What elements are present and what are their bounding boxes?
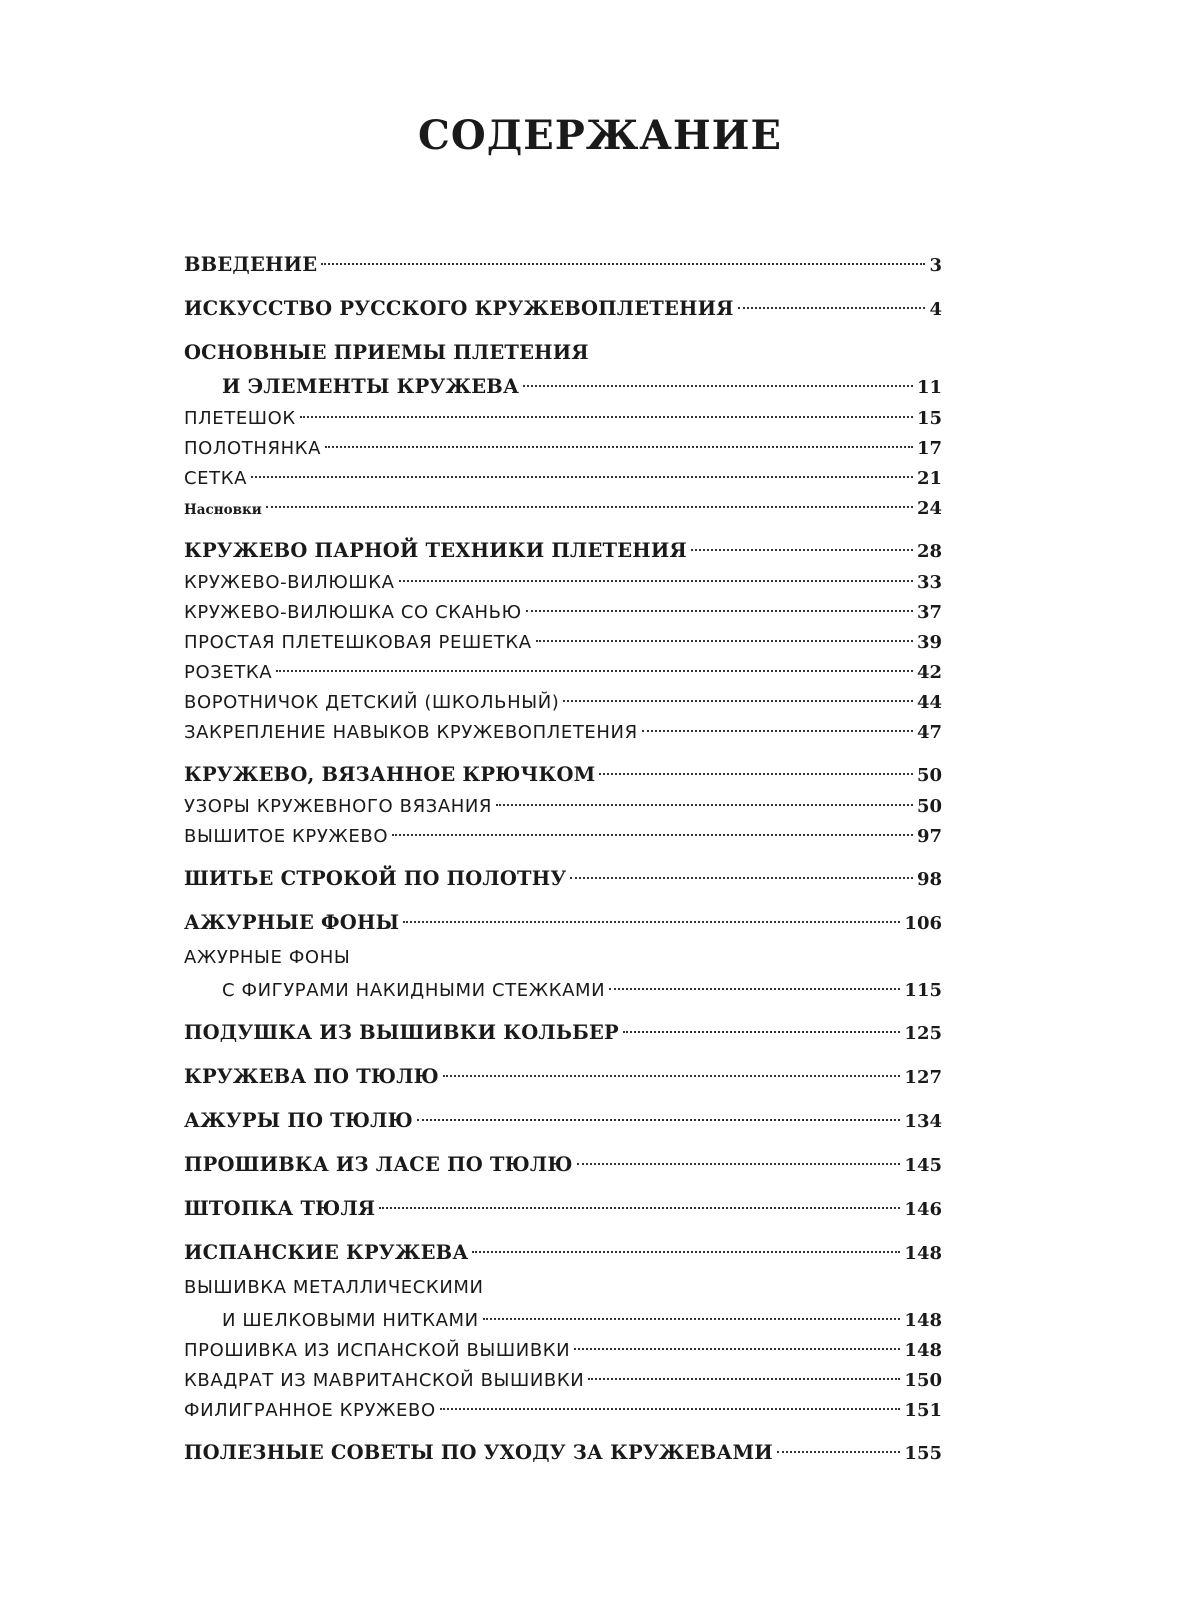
toc-page-number: 42 xyxy=(916,662,942,683)
toc-entry[interactable] xyxy=(184,1236,942,1270)
toc-entry[interactable] xyxy=(184,758,942,792)
toc-entry[interactable] xyxy=(184,534,942,568)
toc-entry-title: ЗАКРЕПЛЕНИЕ НАВЫКОВ КРУЖЕВОПЛЕТЕНИЯ xyxy=(184,722,638,743)
toc-page-number: 97 xyxy=(916,826,942,847)
dot-leader xyxy=(325,446,913,448)
toc-page-number: 15 xyxy=(916,408,942,429)
toc-entry-title: КРУЖЕВА ПО ТЮЛЮ xyxy=(184,1065,439,1088)
toc-entry-title: АЖУРНЫЕ ФОНЫ xyxy=(184,911,400,934)
dot-leader xyxy=(574,1348,900,1350)
dot-leader xyxy=(523,385,913,387)
toc-entry[interactable] xyxy=(184,792,942,822)
toc-entry-title: СЕТКА xyxy=(184,468,248,489)
dot-leader xyxy=(609,988,900,990)
toc-page-number: 11 xyxy=(916,377,942,398)
toc-entry-title: ФИЛИГРАННОЕ КРУЖЕВО xyxy=(184,1400,436,1421)
dot-leader xyxy=(536,640,913,642)
toc-entry[interactable] xyxy=(184,464,942,494)
toc-page-number: 145 xyxy=(904,1155,942,1176)
toc-entry[interactable] xyxy=(184,1366,942,1396)
dot-leader xyxy=(472,1251,900,1253)
toc-entry-title: ПРОШИВКА ИЗ ИСПАНСКОЙ ВЫШИВКИ xyxy=(184,1340,571,1361)
toc-entry[interactable] xyxy=(184,1336,942,1366)
toc-page-number: 106 xyxy=(904,913,942,934)
toc-page-number: 134 xyxy=(904,1111,942,1132)
toc-page-number: 21 xyxy=(916,468,942,489)
toc-entry[interactable] xyxy=(184,1436,942,1470)
dot-leader xyxy=(526,610,913,612)
dot-leader xyxy=(300,416,913,418)
toc-entry[interactable] xyxy=(184,718,942,748)
dot-leader xyxy=(379,1207,900,1209)
toc-page-number: 148 xyxy=(904,1340,942,1361)
toc-page-number: 44 xyxy=(916,692,942,713)
toc-page-number: 24 xyxy=(916,498,942,519)
toc-entry-title-continuation: С ФИГУРАМИ НАКИДНЫМИ СТЕЖКАМИ xyxy=(222,980,606,1001)
toc-entry[interactable] xyxy=(184,822,942,852)
dot-leader xyxy=(563,700,913,702)
toc-entry-title: КВАДРАТ ИЗ МАВРИТАНСКОЙ ВЫШИВКИ xyxy=(184,1370,585,1391)
toc-page-number: 155 xyxy=(904,1443,942,1464)
toc-entry-title: Насновки xyxy=(184,502,262,518)
toc-entry-title: КРУЖЕВО-ВИЛЮШКА СО СКАНЬЮ xyxy=(184,602,522,623)
toc-entry[interactable] xyxy=(184,906,942,940)
dot-leader xyxy=(483,1318,901,1320)
toc-page-number: 37 xyxy=(916,602,942,623)
dot-leader xyxy=(691,549,913,551)
toc-entry[interactable] xyxy=(184,434,942,464)
toc-page-number: 33 xyxy=(916,572,942,593)
toc-page-number: 17 xyxy=(916,438,942,459)
toc-page-number: 50 xyxy=(916,796,942,817)
toc-entry[interactable] xyxy=(184,1148,942,1182)
toc-page-number: 39 xyxy=(916,632,942,653)
page-title: СОДЕРЖАНИЕ xyxy=(418,112,782,159)
toc-entry[interactable] xyxy=(184,658,942,688)
toc-entry-title: ОСНОВНЫЕ ПРИЕМЫ ПЛЕТЕНИЯ xyxy=(184,341,589,364)
dot-leader xyxy=(623,1031,900,1033)
dot-leader xyxy=(417,1119,901,1121)
toc-entry-title: РОЗЕТКА xyxy=(184,662,273,683)
toc-page-number: 146 xyxy=(904,1199,942,1220)
dot-leader xyxy=(588,1378,900,1380)
toc-entry[interactable] xyxy=(184,1060,942,1094)
toc-page-number: 4 xyxy=(929,299,942,320)
dot-leader xyxy=(403,921,900,923)
toc-entry-title: ШТОПКА ТЮЛЯ xyxy=(184,1197,376,1220)
dot-leader xyxy=(577,1163,901,1165)
toc-entry-title: КРУЖЕВО, ВЯЗАННОЕ КРЮЧКОМ xyxy=(184,763,596,786)
toc-entry[interactable] xyxy=(184,862,942,896)
toc-page-number: 148 xyxy=(904,1243,942,1264)
toc-entry-title: ПОЛОТНЯНКА xyxy=(184,438,322,459)
toc-entry[interactable] xyxy=(184,494,942,524)
toc-entry[interactable] xyxy=(184,1016,942,1050)
toc-page-number: 28 xyxy=(916,541,942,562)
dot-leader xyxy=(443,1075,900,1077)
toc-entry-title: ВВЕДЕНИЕ xyxy=(184,253,318,276)
dot-leader xyxy=(399,580,913,582)
toc-entry-title: ВЫШИТОЕ КРУЖЕВО xyxy=(184,826,389,847)
toc-page-number: 125 xyxy=(904,1023,942,1044)
dot-leader xyxy=(599,773,912,775)
toc-entry-title: ИСПАНСКИЕ КРУЖЕВА xyxy=(184,1241,469,1264)
toc-entry-title: ПОДУШКА ИЗ ВЫШИВКИ КОЛЬБЕР xyxy=(184,1021,619,1044)
toc-entry-title: КРУЖЕВО-ВИЛЮШКА xyxy=(184,572,395,593)
toc-entry-title: АЖУРНЫЕ ФОНЫ xyxy=(184,947,351,968)
toc-entry-title: ПРОСТАЯ ПЛЕТЕШКОВАЯ РЕШЕТКА xyxy=(184,632,532,653)
dot-leader xyxy=(570,877,913,879)
toc-page-number: 47 xyxy=(916,722,942,743)
dot-leader xyxy=(642,730,913,732)
toc-page-number: 98 xyxy=(916,869,942,890)
toc-entry-title: АЖУРЫ ПО ТЮЛЮ xyxy=(184,1109,413,1132)
toc-entry-title: ИСКУССТВО РУССКОГО КРУЖЕВОПЛЕТЕНИЯ xyxy=(184,297,734,320)
toc-entry-title: ШИТЬЕ СТРОКОЙ ПО ПОЛОТНУ xyxy=(184,867,567,890)
toc-entry[interactable] xyxy=(184,568,942,598)
dot-leader xyxy=(266,506,913,508)
toc-entry-title: КРУЖЕВО ПАРНОЙ ТЕХНИКИ ПЛЕТЕНИЯ xyxy=(184,539,687,562)
toc-entry[interactable] xyxy=(184,628,942,658)
dot-leader xyxy=(321,263,925,265)
toc-entry-title-continuation: И ШЕЛКОВЫМИ НИТКАМИ xyxy=(222,1310,479,1331)
dot-leader xyxy=(738,307,926,309)
toc-entry[interactable] xyxy=(184,598,942,628)
toc-page-number: 151 xyxy=(904,1400,942,1421)
toc-page-number: 50 xyxy=(916,765,942,786)
toc-entry[interactable] xyxy=(184,292,942,326)
toc-entry[interactable] xyxy=(184,1104,942,1138)
dot-leader xyxy=(496,804,913,806)
toc-entry[interactable] xyxy=(184,1192,942,1226)
toc-entry-title: УЗОРЫ КРУЖЕВНОГО ВЯЗАНИЯ xyxy=(184,796,493,817)
toc-entry[interactable] xyxy=(184,688,942,718)
table-of-contents xyxy=(184,248,942,1470)
toc-entry[interactable] xyxy=(184,248,942,282)
toc-entry[interactable] xyxy=(184,336,942,404)
toc-page-number: 148 xyxy=(904,1310,942,1331)
toc-entry-title: ПЛЕТЕШОК xyxy=(184,408,296,429)
toc-entry-title: ПОЛЕЗНЫЕ СОВЕТЫ ПО УХОДУ ЗА КРУЖЕВАМИ xyxy=(184,1441,773,1464)
toc-entry-title-continuation: И ЭЛЕМЕНТЫ КРУЖЕВА xyxy=(222,375,520,398)
toc-entry-title: ПРОШИВКА ИЗ ЛАСЕ ПО ТЮЛЮ xyxy=(184,1153,573,1176)
toc-entry-title: ВЫШИВКА МЕТАЛЛИЧЕСКИМИ xyxy=(184,1277,484,1298)
toc-page-number: 127 xyxy=(904,1067,942,1088)
toc-entry[interactable] xyxy=(184,404,942,434)
dot-leader xyxy=(777,1451,900,1453)
toc-page-number: 115 xyxy=(904,980,942,1001)
dot-leader xyxy=(392,834,913,836)
toc-entry[interactable] xyxy=(184,940,942,1006)
toc-entry[interactable] xyxy=(184,1270,942,1336)
toc-page-number: 3 xyxy=(929,255,942,276)
toc-page-number: 150 xyxy=(904,1370,942,1391)
toc-entry[interactable] xyxy=(184,1396,942,1426)
dot-leader xyxy=(251,476,913,478)
dot-leader xyxy=(440,1408,901,1410)
dot-leader xyxy=(276,670,913,672)
toc-entry-title: ВОРОТНИЧОК ДЕТСКИЙ (ШКОЛЬНЫЙ) xyxy=(184,692,560,713)
